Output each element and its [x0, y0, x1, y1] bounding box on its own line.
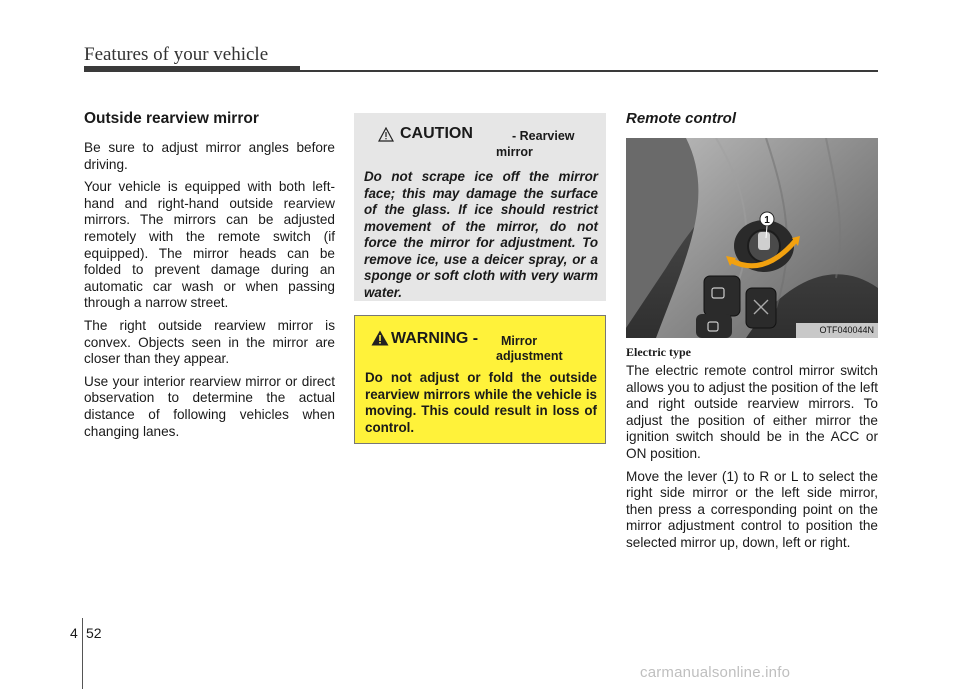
paragraph: Move the lever (1) to R or L to select the right side mirror or the left side mirror, then press a corresponding point on the mirror adjustment control to position the selected mirror up, down, left or right.	[626, 468, 878, 550]
page-number: 52	[86, 625, 102, 641]
subsection-heading: Remote control	[626, 110, 737, 127]
warning-subtitle: Mirror	[501, 334, 538, 348]
paragraph: Use your interior rearview mirror or direct observation to determine the actual distance of following vehicles when changing lanes.	[84, 373, 335, 439]
mirror-switch-figure	[626, 138, 878, 338]
caution-title: CAUTION	[400, 125, 473, 142]
paragraph: Your vehicle is equipped with both left-hand and right-hand outside rearview mirrors. The mirrors can be adjusted remotely with the remote switch (if equipped). The mirror heads can be folded to prevent damage during an automatic car wash or when passing through a narrow street.	[84, 179, 335, 311]
page-header-title: Features of your vehicle	[84, 44, 269, 65]
watermark: carmanualsonline.info	[640, 664, 791, 681]
warning-text: Do not adjust or fold the outside rearview mirrors while the vehicle is moving. This could result in loss of control.	[365, 370, 597, 435]
chapter-number: 4	[70, 625, 78, 641]
caution-text: Do not scrape ice off the mirror face; this may damage the surface of the glass. If ice should restrict movement of the mirror, do not force the mirror for adjustment. To remove ice, use a deicer spray, or a sponge or soft cloth with very warm water.	[364, 169, 598, 300]
figure-code: OTF040044N	[819, 325, 874, 335]
mirror-switch-illustration	[626, 138, 878, 338]
header-rule	[84, 70, 878, 72]
right-column-heading	[626, 110, 878, 127]
paragraph: Be sure to adjust mirror angles before driving.	[84, 140, 335, 172]
caution-subtitle: - Rearview	[512, 129, 575, 143]
footer-divider	[82, 618, 83, 689]
section-heading: Outside rearview mirror	[84, 110, 259, 127]
caution-box	[354, 113, 606, 301]
caution-triangle-icon	[378, 127, 394, 142]
warning-box	[354, 315, 606, 444]
caution-subtitle: mirror	[496, 145, 533, 159]
warning-subtitle: adjustment	[496, 349, 563, 363]
figure-caption: Electric type	[626, 345, 691, 359]
warning-triangle-icon	[371, 330, 389, 346]
paragraph: The right outside rearview mirror is convex. Objects seen in the mirror are closer than they appear.	[84, 317, 335, 367]
warning-title: WARNING -	[391, 330, 479, 347]
callout-number: 1	[764, 215, 770, 226]
right-column-body	[626, 363, 878, 558]
left-column	[84, 110, 335, 446]
paragraph: The electric remote control mirror switch allows you to adjust the position of the left and right outside rearview mirrors. To adjust the position of either mirror the ignition switch should be in the ACC or ON position.	[626, 363, 878, 461]
